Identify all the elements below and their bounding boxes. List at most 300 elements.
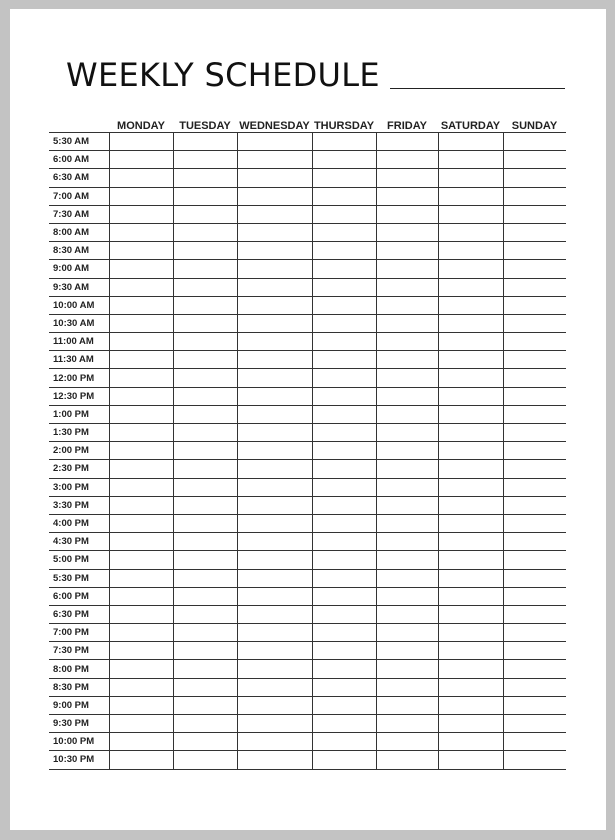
- schedule-cell: [173, 478, 237, 496]
- schedule-cell: [312, 605, 376, 623]
- time-label: 2:00 PM: [49, 442, 109, 460]
- schedule-cell: [173, 696, 237, 714]
- time-label: 12:30 PM: [49, 387, 109, 405]
- time-slot-row: [49, 151, 566, 169]
- time-label: 1:00 PM: [49, 405, 109, 423]
- schedule-cell: [109, 569, 173, 587]
- time-label: 9:30 PM: [49, 715, 109, 733]
- schedule-cell: [438, 551, 503, 569]
- time-label: 5:30 PM: [49, 569, 109, 587]
- schedule-cell: [503, 351, 566, 369]
- time-slot-row: [49, 605, 566, 623]
- schedule-cell: [173, 660, 237, 678]
- schedule-cell: [237, 678, 312, 696]
- schedule-cell: [438, 460, 503, 478]
- schedule-cell: [312, 223, 376, 241]
- time-slot-row: [49, 205, 566, 223]
- schedule-cell: [173, 514, 237, 532]
- schedule-cell: [376, 478, 438, 496]
- time-slot-row: [49, 442, 566, 460]
- schedule-cell: [438, 151, 503, 169]
- schedule-cell: [438, 624, 503, 642]
- schedule-cell: [376, 296, 438, 314]
- schedule-cell: [438, 751, 503, 769]
- day-header: SUNDAY: [511, 120, 558, 132]
- schedule-cell: [109, 551, 173, 569]
- schedule-cell: [438, 333, 503, 351]
- time-slot-row: [49, 296, 566, 314]
- schedule-cell: [438, 587, 503, 605]
- schedule-cell: [109, 496, 173, 514]
- time-slot-row: [49, 351, 566, 369]
- time-label: 2:30 PM: [49, 460, 109, 478]
- schedule-cell: [312, 696, 376, 714]
- schedule-cell: [173, 133, 237, 151]
- schedule-cell: [376, 642, 438, 660]
- time-label: 7:00 PM: [49, 624, 109, 642]
- schedule-cell: [503, 242, 566, 260]
- schedule-cell: [503, 205, 566, 223]
- schedule-cell: [376, 278, 438, 296]
- schedule-cell: [237, 696, 312, 714]
- day-header: MONDAY: [117, 120, 165, 132]
- schedule-cell: [312, 424, 376, 442]
- schedule-cell: [376, 678, 438, 696]
- schedule-cell: [237, 642, 312, 660]
- schedule-cell: [237, 351, 312, 369]
- time-slot-row: [49, 551, 566, 569]
- schedule-cell: [376, 405, 438, 423]
- time-label: 7:30 AM: [49, 205, 109, 223]
- schedule-cell: [503, 314, 566, 332]
- schedule-cell: [109, 205, 173, 223]
- schedule-cell: [503, 642, 566, 660]
- schedule-cell: [237, 442, 312, 460]
- schedule-cell: [503, 478, 566, 496]
- schedule-cell: [312, 551, 376, 569]
- time-slot-row: [49, 133, 566, 151]
- schedule-cell: [237, 333, 312, 351]
- schedule-cell: [173, 442, 237, 460]
- schedule-cell: [237, 387, 312, 405]
- schedule-cell: [237, 187, 312, 205]
- schedule-cell: [503, 296, 566, 314]
- schedule-cell: [237, 587, 312, 605]
- schedule-cell: [237, 223, 312, 241]
- time-slot-row: [49, 569, 566, 587]
- schedule-cell: [109, 442, 173, 460]
- schedule-cell: [173, 314, 237, 332]
- time-slot-row: [49, 514, 566, 532]
- schedule-cell: [312, 533, 376, 551]
- schedule-cell: [173, 533, 237, 551]
- schedule-cell: [503, 169, 566, 187]
- schedule-cell: [376, 751, 438, 769]
- schedule-cell: [237, 496, 312, 514]
- schedule-cell: [503, 460, 566, 478]
- schedule-cell: [173, 187, 237, 205]
- time-slot-row: [49, 478, 566, 496]
- schedule-cell: [438, 133, 503, 151]
- schedule-cell: [173, 333, 237, 351]
- day-header: TUESDAY: [179, 120, 231, 132]
- schedule-cell: [312, 133, 376, 151]
- schedule-cell: [503, 660, 566, 678]
- schedule-cell: [109, 405, 173, 423]
- schedule-cell: [312, 678, 376, 696]
- schedule-cell: [173, 169, 237, 187]
- schedule-cell: [438, 296, 503, 314]
- schedule-cell: [438, 205, 503, 223]
- schedule-cell: [503, 678, 566, 696]
- time-slot-row: [49, 242, 566, 260]
- schedule-cell: [237, 514, 312, 532]
- schedule-cell: [312, 242, 376, 260]
- schedule-cell: [109, 223, 173, 241]
- schedule-cell: [438, 387, 503, 405]
- schedule-cell: [109, 587, 173, 605]
- schedule-cell: [503, 151, 566, 169]
- time-label: 9:00 PM: [49, 696, 109, 714]
- schedule-cell: [109, 678, 173, 696]
- schedule-cell: [237, 478, 312, 496]
- time-slot-row: [49, 333, 566, 351]
- schedule-cell: [237, 260, 312, 278]
- schedule-cell: [503, 442, 566, 460]
- schedule-cell: [109, 751, 173, 769]
- schedule-cell: [237, 242, 312, 260]
- schedule-cell: [503, 187, 566, 205]
- time-label: 8:30 AM: [49, 242, 109, 260]
- time-label: 6:00 AM: [49, 151, 109, 169]
- time-label: 6:30 AM: [49, 169, 109, 187]
- schedule-page: [10, 9, 606, 830]
- schedule-cell: [237, 551, 312, 569]
- schedule-cell: [503, 514, 566, 532]
- schedule-cell: [376, 551, 438, 569]
- schedule-cell: [376, 169, 438, 187]
- schedule-cell: [312, 660, 376, 678]
- schedule-cell: [237, 424, 312, 442]
- schedule-cell: [173, 678, 237, 696]
- time-slot-row: [49, 660, 566, 678]
- schedule-cell: [173, 151, 237, 169]
- time-slot-row: [49, 260, 566, 278]
- schedule-cell: [503, 733, 566, 751]
- schedule-cell: [173, 642, 237, 660]
- schedule-cell: [438, 642, 503, 660]
- time-label: 4:00 PM: [49, 514, 109, 532]
- time-label: 7:30 PM: [49, 642, 109, 660]
- schedule-cell: [237, 605, 312, 623]
- schedule-cell: [173, 715, 237, 733]
- time-label: 8:00 AM: [49, 223, 109, 241]
- schedule-cell: [376, 205, 438, 223]
- time-slot-row: [49, 369, 566, 387]
- schedule-cell: [312, 314, 376, 332]
- schedule-cell: [237, 314, 312, 332]
- schedule-cell: [312, 642, 376, 660]
- schedule-cell: [438, 187, 503, 205]
- schedule-cell: [503, 551, 566, 569]
- schedule-cell: [312, 478, 376, 496]
- schedule-cell: [376, 514, 438, 532]
- schedule-cell: [109, 333, 173, 351]
- schedule-cell: [237, 205, 312, 223]
- time-label: 4:30 PM: [49, 533, 109, 551]
- schedule-cell: [173, 278, 237, 296]
- schedule-cell: [438, 696, 503, 714]
- schedule-cell: [173, 496, 237, 514]
- schedule-cell: [237, 133, 312, 151]
- schedule-cell: [237, 296, 312, 314]
- day-header: SATURDAY: [440, 120, 501, 132]
- schedule-cell: [312, 514, 376, 532]
- time-label: 9:00 AM: [49, 260, 109, 278]
- schedule-cell: [109, 514, 173, 532]
- schedule-cell: [503, 387, 566, 405]
- schedule-cell: [438, 442, 503, 460]
- schedule-cell: [376, 715, 438, 733]
- schedule-cell: [312, 442, 376, 460]
- time-label: 1:30 PM: [49, 424, 109, 442]
- schedule-cell: [237, 569, 312, 587]
- schedule-cell: [173, 733, 237, 751]
- day-header: FRIDAY: [387, 120, 427, 132]
- schedule-cell: [376, 314, 438, 332]
- time-slot-row: [49, 169, 566, 187]
- schedule-cell: [503, 133, 566, 151]
- schedule-cell: [312, 496, 376, 514]
- schedule-cell: [376, 260, 438, 278]
- time-slot-row: [49, 733, 566, 751]
- schedule-cell: [109, 133, 173, 151]
- schedule-cell: [376, 424, 438, 442]
- schedule-cell: [237, 169, 312, 187]
- corner-header: [49, 114, 109, 133]
- schedule-cell: [109, 624, 173, 642]
- time-label: 6:00 PM: [49, 587, 109, 605]
- time-label: 8:30 PM: [49, 678, 109, 696]
- name-write-in-line: [390, 88, 565, 89]
- schedule-cell: [312, 333, 376, 351]
- schedule-cell: [312, 169, 376, 187]
- schedule-cell: [312, 369, 376, 387]
- schedule-cell: [376, 187, 438, 205]
- schedule-cell: [109, 460, 173, 478]
- schedule-cell: [312, 205, 376, 223]
- schedule-cell: [173, 751, 237, 769]
- schedule-cell: [438, 169, 503, 187]
- schedule-cell: [503, 587, 566, 605]
- schedule-cell: [503, 569, 566, 587]
- time-label: 12:00 PM: [49, 369, 109, 387]
- schedule-cell: [312, 296, 376, 314]
- time-slot-row: [49, 424, 566, 442]
- schedule-cell: [109, 369, 173, 387]
- day-header: WEDNESDAY: [239, 120, 310, 132]
- schedule-cell: [312, 151, 376, 169]
- schedule-cell: [376, 533, 438, 551]
- schedule-cell: [376, 733, 438, 751]
- schedule-cell: [376, 223, 438, 241]
- time-slot-row: [49, 314, 566, 332]
- schedule-cell: [438, 278, 503, 296]
- schedule-cell: [237, 278, 312, 296]
- time-label: 10:00 PM: [49, 733, 109, 751]
- schedule-cell: [503, 405, 566, 423]
- time-label: 6:30 PM: [49, 605, 109, 623]
- schedule-cell: [438, 678, 503, 696]
- schedule-cell: [376, 569, 438, 587]
- schedule-cell: [503, 260, 566, 278]
- schedule-cell: [376, 333, 438, 351]
- schedule-cell: [438, 496, 503, 514]
- schedule-cell: [109, 314, 173, 332]
- time-label: 11:30 AM: [49, 351, 109, 369]
- schedule-table: [49, 114, 566, 770]
- schedule-cell: [237, 460, 312, 478]
- schedule-cell: [237, 405, 312, 423]
- schedule-cell: [503, 605, 566, 623]
- schedule-cell: [376, 660, 438, 678]
- schedule-cell: [438, 314, 503, 332]
- schedule-cell: [438, 369, 503, 387]
- schedule-cell: [173, 605, 237, 623]
- schedule-cell: [438, 569, 503, 587]
- schedule-cell: [312, 460, 376, 478]
- schedule-cell: [109, 151, 173, 169]
- schedule-cell: [173, 351, 237, 369]
- schedule-cell: [376, 151, 438, 169]
- schedule-cell: [438, 242, 503, 260]
- schedule-cell: [503, 369, 566, 387]
- schedule-cell: [173, 551, 237, 569]
- schedule-cell: [109, 260, 173, 278]
- schedule-cell: [438, 660, 503, 678]
- schedule-cell: [237, 533, 312, 551]
- schedule-cell: [312, 405, 376, 423]
- time-label: 10:30 AM: [49, 314, 109, 332]
- time-label: 10:30 PM: [49, 751, 109, 769]
- schedule-body: [49, 133, 566, 770]
- day-header-row: [49, 114, 566, 133]
- schedule-cell: [503, 533, 566, 551]
- schedule-cell: [438, 514, 503, 532]
- schedule-cell: [109, 351, 173, 369]
- time-slot-row: [49, 696, 566, 714]
- schedule-cell: [237, 715, 312, 733]
- schedule-cell: [173, 260, 237, 278]
- schedule-cell: [503, 424, 566, 442]
- schedule-cell: [376, 496, 438, 514]
- schedule-cell: [109, 660, 173, 678]
- schedule-cell: [173, 624, 237, 642]
- schedule-cell: [503, 715, 566, 733]
- time-label: 11:00 AM: [49, 333, 109, 351]
- schedule-cell: [376, 460, 438, 478]
- time-label: 8:00 PM: [49, 660, 109, 678]
- time-slot-row: [49, 496, 566, 514]
- schedule-cell: [312, 733, 376, 751]
- schedule-cell: [312, 751, 376, 769]
- schedule-cell: [237, 751, 312, 769]
- time-slot-row: [49, 642, 566, 660]
- time-slot-row: [49, 460, 566, 478]
- time-slot-row: [49, 223, 566, 241]
- schedule-cell: [109, 278, 173, 296]
- schedule-cell: [438, 424, 503, 442]
- time-label: 3:00 PM: [49, 478, 109, 496]
- time-label: 10:00 AM: [49, 296, 109, 314]
- schedule-cell: [438, 533, 503, 551]
- time-label: 5:00 PM: [49, 551, 109, 569]
- time-label: 9:30 AM: [49, 278, 109, 296]
- schedule-cell: [173, 242, 237, 260]
- time-label: 3:30 PM: [49, 496, 109, 514]
- time-slot-row: [49, 387, 566, 405]
- schedule-cell: [503, 696, 566, 714]
- schedule-cell: [312, 260, 376, 278]
- schedule-cell: [109, 715, 173, 733]
- schedule-cell: [173, 387, 237, 405]
- schedule-cell: [376, 351, 438, 369]
- schedule-cell: [438, 405, 503, 423]
- schedule-cell: [503, 333, 566, 351]
- schedule-cell: [109, 387, 173, 405]
- schedule-cell: [438, 260, 503, 278]
- schedule-cell: [109, 533, 173, 551]
- time-slot-row: [49, 187, 566, 205]
- schedule-cell: [173, 587, 237, 605]
- schedule-cell: [173, 369, 237, 387]
- schedule-cell: [312, 715, 376, 733]
- schedule-cell: [173, 460, 237, 478]
- schedule-cell: [109, 296, 173, 314]
- schedule-cell: [109, 424, 173, 442]
- schedule-cell: [237, 733, 312, 751]
- schedule-cell: [503, 624, 566, 642]
- schedule-cell: [503, 278, 566, 296]
- schedule-cell: [438, 605, 503, 623]
- schedule-cell: [109, 478, 173, 496]
- schedule-cell: [438, 478, 503, 496]
- time-slot-row: [49, 751, 566, 769]
- schedule-cell: [312, 278, 376, 296]
- page-title: WEEKLY SCHEDULE: [66, 56, 380, 94]
- schedule-cell: [312, 351, 376, 369]
- schedule-cell: [376, 624, 438, 642]
- schedule-cell: [312, 624, 376, 642]
- time-label: 7:00 AM: [49, 187, 109, 205]
- schedule-cell: [503, 496, 566, 514]
- schedule-cell: [376, 369, 438, 387]
- schedule-cell: [109, 642, 173, 660]
- time-slot-row: [49, 587, 566, 605]
- schedule-cell: [109, 605, 173, 623]
- time-label: 5:30 AM: [49, 133, 109, 151]
- schedule-cell: [438, 351, 503, 369]
- schedule-cell: [312, 187, 376, 205]
- time-slot-row: [49, 678, 566, 696]
- time-slot-row: [49, 624, 566, 642]
- schedule-cell: [503, 223, 566, 241]
- schedule-cell: [173, 405, 237, 423]
- time-slot-row: [49, 405, 566, 423]
- schedule-cell: [173, 569, 237, 587]
- schedule-cell: [173, 424, 237, 442]
- schedule-cell: [376, 587, 438, 605]
